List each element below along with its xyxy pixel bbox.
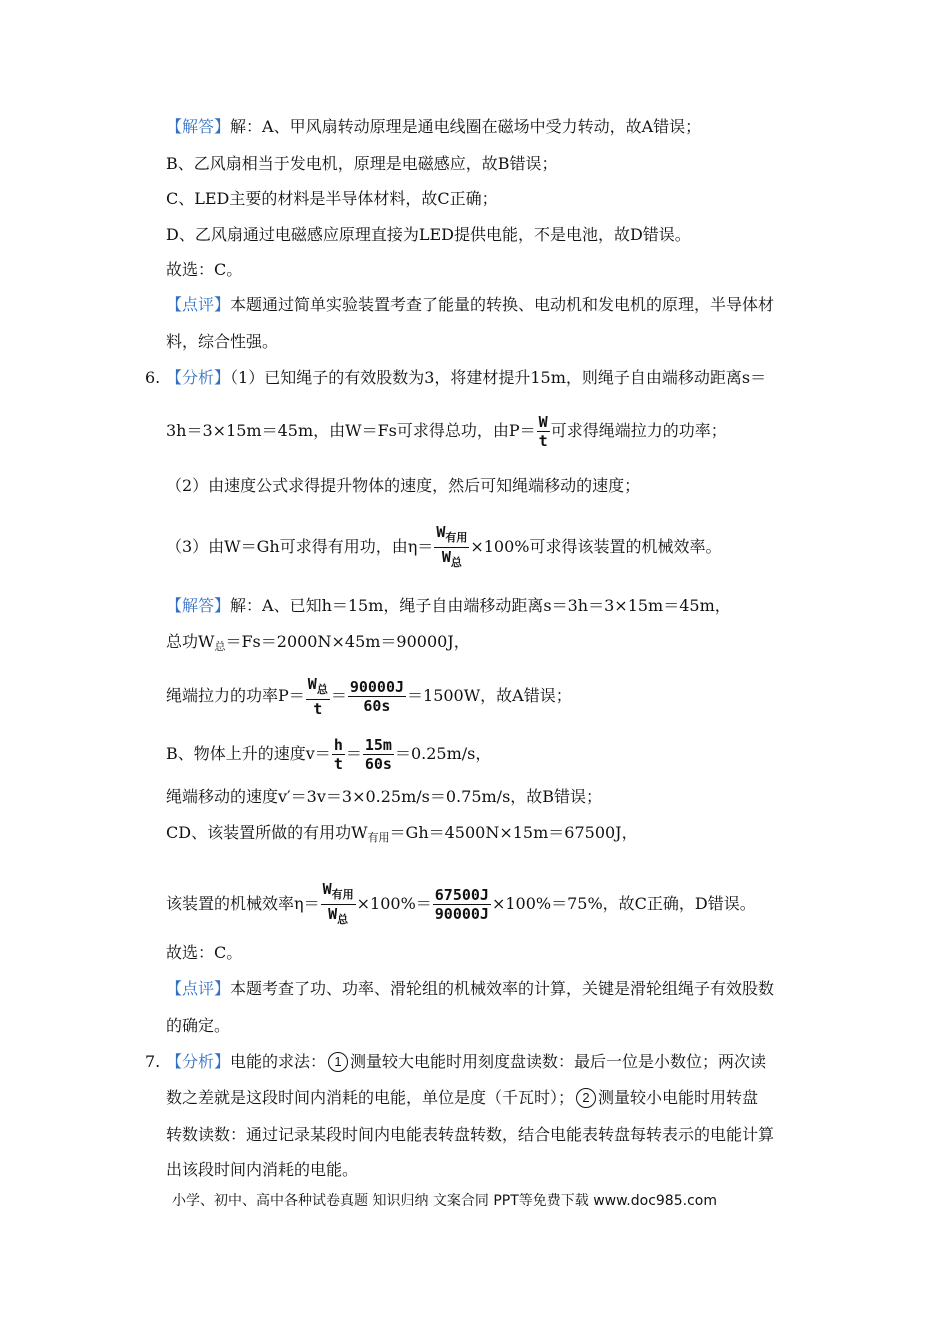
q6-answer-line1: 【解答】解：A、已知h＝15m，绳子自由端移动距离s＝3h＝3×15m＝45m， [166, 596, 731, 615]
review-tag: 【点评】 [166, 295, 231, 314]
q6-speed: B、物体上升的速度v＝ $\frac{h}{t}$ ＝ $\frac{15m}{60s}$ ＝0.25m/s， [166, 736, 492, 773]
q5-answer-line2: B、乙风扇相当于发电机，原理是电磁感应，故B错误； [166, 154, 558, 173]
analysis-tag: 【分析】 [166, 368, 231, 387]
page-footer: 小学、初中、高中各种试卷真题 知识归纳 文案合同 PPT等免费下载 www.doc985.com [172, 1193, 717, 1209]
q7-number: 7. [145, 1052, 161, 1071]
q6-review-line1: 【点评】本题考查了功、功率、滑轮组的机械效率的计算，关键是滑轮组绳子有效股数 [166, 979, 775, 998]
q7-analysis-line3: 转数读数：通过记录某段时间内电能表转盘转数，结合电能表转盘每转表示的电能计算 [166, 1125, 775, 1144]
fraction-w-total-over-t: $\frac{W_总}{t}$ [307, 675, 328, 718]
q5-answer-line4: D、乙风扇通过电磁感应原理直接为LED提供电能，不是电池，故D错误。 [166, 225, 691, 244]
q6-efficiency: 该装置的机械效率η＝ $\frac{W_{有用}}{W_总}$ ×100%＝ $\frac{67500J}{90000J}$ ×100%＝75%，故C正确，D错误。 [166, 880, 756, 929]
fraction-h-over-t: $\frac{h}{t}$ [333, 736, 343, 773]
q6-choice: 故选：C。 [166, 943, 243, 962]
q7-analysis-line1: 【分析】电能的求法： 1 测量较大电能时用刻度盘读数：最后一位是小数位；两次读 [166, 1052, 767, 1071]
q5-answer-line3: C、LED主要的材料是半导体材料，故C正确； [166, 189, 498, 208]
review-tag: 【点评】 [166, 979, 231, 998]
fraction-w-over-t: $\frac{W}{t}$ [538, 413, 548, 450]
q5-answer-line1: 【解答】解：A、甲风扇转动原理是通电线圈在磁场中受力转动，故A错误； [166, 117, 702, 136]
fraction-90000j-over-60s: $\frac{90000J}{60s}$ [349, 678, 405, 715]
q6-analysis-line4: （3）由W＝Gh可求得有用功，由η＝ $\frac{W_{有用}}{W_总}$ ×100%可求得该装置的机械效率。 [166, 523, 722, 572]
answer-tag: 【解答】 [166, 596, 231, 615]
q6-power: 绳端拉力的功率P＝ $\frac{W_总}{t}$ ＝ $\frac{90000J}{60s}$ ＝1500W，故A错误； [166, 675, 572, 718]
fraction-67500-over-90000: $\frac{67500J}{90000J}$ [434, 886, 489, 923]
fraction-efficiency-symbolic: $\frac{W_{有用}}{W_总}$ [322, 880, 354, 926]
q7-analysis-line2: 数之差就是这段时间内消耗的电能，单位是度（千瓦时）； 2 测量较小电能时用转盘 [166, 1088, 759, 1107]
q6-analysis-line1: 【分析】（1）已知绳子的有效股数为3，将建材提升15m，则绳子自由端移动距离s＝ [166, 368, 767, 387]
analysis-tag: 【分析】 [166, 1052, 231, 1071]
q7-analysis-line4: 出该段时间内消耗的电能。 [166, 1160, 359, 1179]
fraction-15m-over-60s: $\frac{15m}{60s}$ [364, 736, 392, 773]
q6-analysis-line3: （2）由速度公式求得提升物体的速度，然后可知绳端移动的速度； [166, 476, 641, 495]
fraction-efficiency: $\frac{W_{有用}}{W_总}$ [436, 523, 468, 569]
q6-review-line2: 的确定。 [166, 1016, 231, 1035]
q6-number: 6. [145, 368, 161, 387]
q5-review-line2: 料，综合性强。 [166, 332, 279, 351]
q5-choice: 故选：C。 [166, 260, 243, 279]
q6-rope-speed: 绳端移动的速度v′＝3v＝3×0.25m/s＝0.75m/s，故B错误； [166, 787, 603, 806]
q6-answer-line2: 总功$W_总=Fs=2000N\times 45m=90000J$， [166, 632, 470, 653]
answer-tag: 【解答】 [166, 117, 231, 136]
q5-review-line1: 【点评】本题通过简单实验装置考查了能量的转换、电动机和发电机的原理，半导体材 [166, 295, 775, 314]
q6-useful-work: CD、该装置所做的有用功$W_{有用}=Gh=4500N\times 15m=67500J$， [166, 823, 638, 844]
circled-number-1: 1 [328, 1052, 348, 1072]
circled-number-2: 2 [576, 1088, 596, 1108]
q6-analysis-line2: 3h＝3×15m＝45m，由W＝Fs可求得总功，由P＝ $\frac{W}{t}$ 可求得绳端拉力的功率； [166, 413, 727, 450]
